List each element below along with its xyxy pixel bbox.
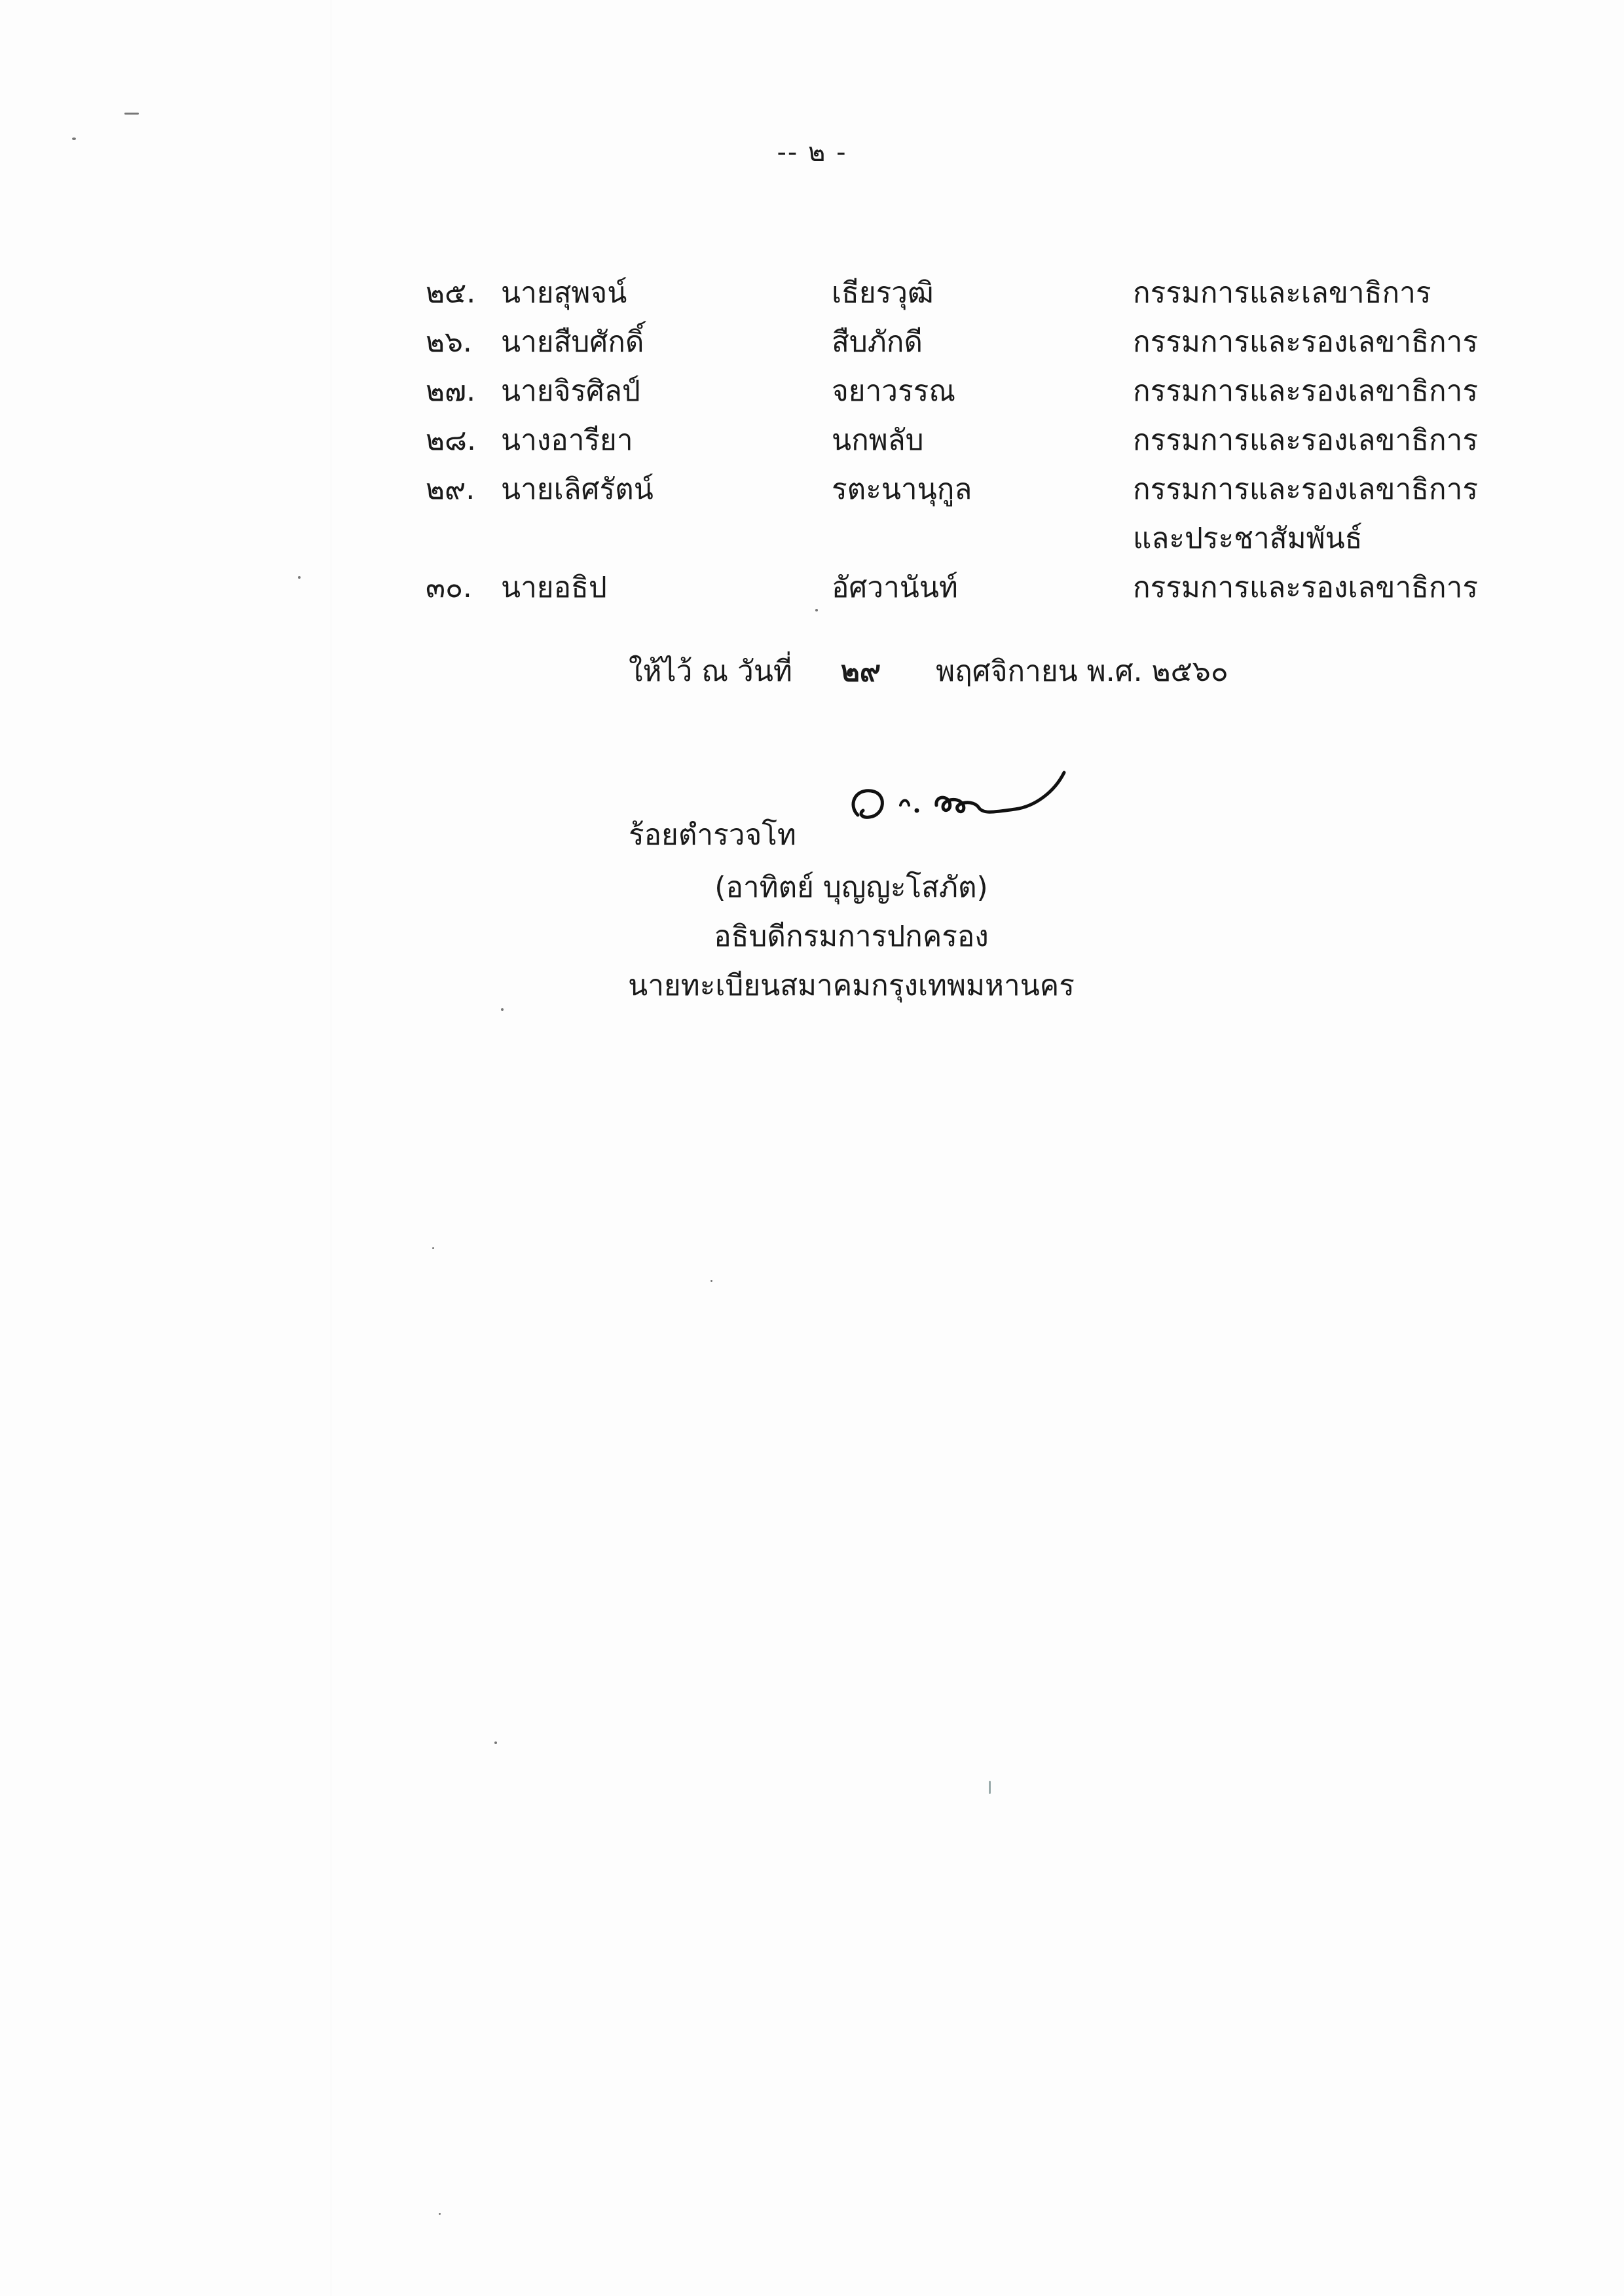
scan-speck <box>494 1741 497 1744</box>
member-number: ๒๖. <box>426 325 472 359</box>
scan-speck <box>501 1008 504 1011</box>
signatory-rank: ร้อยตำรวจโท <box>629 818 796 852</box>
scan-speck <box>710 1280 712 1282</box>
member-position-line: และประชาสัมพันธ์ <box>1133 522 1363 555</box>
scan-speck <box>124 113 139 115</box>
member-last-name: เธียรวุฒิ <box>832 276 934 310</box>
page-number: -- ๒ - <box>777 137 847 168</box>
member-last-name: สืบภักดี <box>832 325 923 359</box>
scan-speck <box>989 1781 991 1794</box>
date-prefix: ให้ไว้ ณ วันที่ <box>629 655 792 688</box>
member-position-line: กรรมการและรองเลขาธิการ <box>1133 325 1479 359</box>
member-first-name: นายอธิป <box>501 571 607 604</box>
member-number: ๒๙. <box>426 473 475 506</box>
signatory-name: (อาทิตย์ บุญญะโสภัต) <box>714 871 988 904</box>
handwritten-signature <box>845 753 1080 845</box>
scan-speck <box>815 609 818 611</box>
member-last-name: นกพลับ <box>832 424 924 457</box>
member-position-line: กรรมการและรองเลขาธิการ <box>1133 424 1479 457</box>
member-position-line: กรรมการและรองเลขาธิการ <box>1133 473 1479 506</box>
member-position-line: กรรมการและเลขาธิการ <box>1133 276 1431 310</box>
date-day-handwritten: ๒๙ <box>840 655 881 688</box>
signatory-title: นายทะเบียนสมาคมกรุงเทพมหานคร <box>628 969 1075 1002</box>
member-number: ๒๗. <box>426 374 476 408</box>
scan-speck <box>298 576 301 579</box>
member-first-name: นางอารียา <box>501 424 633 457</box>
member-first-name: นายเลิศรัตน์ <box>501 473 654 506</box>
member-number: ๓๐. <box>426 571 472 604</box>
member-first-name: นายจิรศิลป์ <box>501 374 640 408</box>
member-first-name: นายสุพจน์ <box>501 276 627 310</box>
member-last-name: จยาวรรณ <box>832 374 956 408</box>
member-last-name: รตะนานุกูล <box>832 473 972 506</box>
signatory-title: อธิบดีกรมการปกครอง <box>714 920 989 953</box>
member-position-line: กรรมการและรองเลขาธิการ <box>1133 571 1479 604</box>
member-position-line: กรรมการและรองเลขาธิการ <box>1133 374 1479 408</box>
date-month-year: พฤศจิกายน พ.ศ. ๒๕๖๐ <box>936 655 1228 688</box>
scan-speck <box>72 137 76 140</box>
scan-speck <box>439 2213 441 2215</box>
member-number: ๒๕. <box>426 276 476 310</box>
member-last-name: อัศวานันท์ <box>832 571 958 604</box>
scan-speck <box>432 1247 434 1249</box>
member-first-name: นายสืบศักดิ์ <box>501 325 644 359</box>
member-number: ๒๘. <box>426 424 476 457</box>
